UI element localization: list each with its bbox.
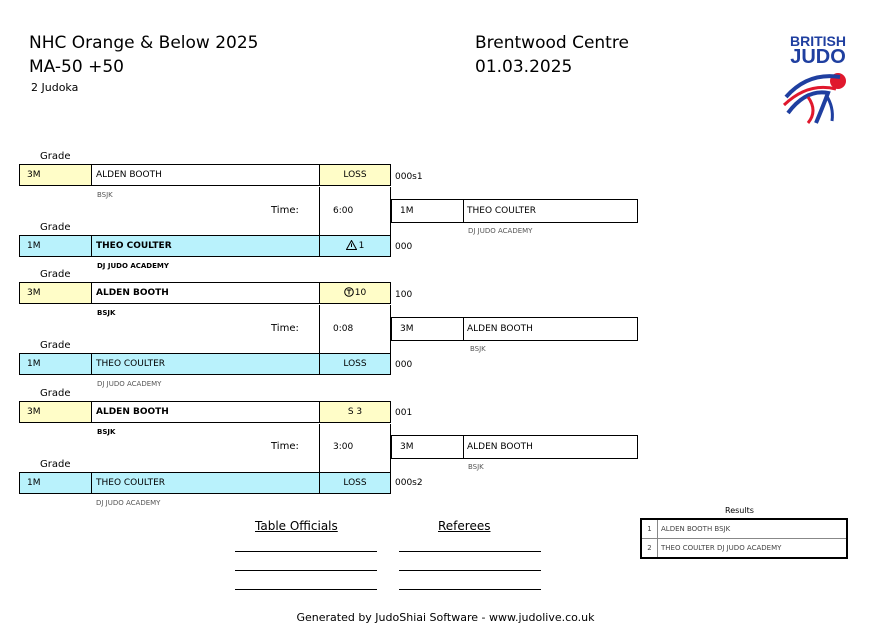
warning-triangle-icon (346, 240, 357, 253)
british-judo-logo (778, 34, 858, 129)
competitor-name: THEO COULTER (92, 236, 320, 256)
grade: 3M (20, 165, 92, 185)
score-cell (320, 236, 390, 256)
competitor-name: THEO COULTER (92, 354, 320, 374)
time-label: Time: (271, 323, 299, 334)
grade-label: Grade (40, 388, 71, 399)
grade-label: Grade (40, 151, 71, 162)
match1-time-box (319, 187, 391, 235)
competitor-name: THEO COULTER (92, 473, 320, 493)
results-row (642, 539, 846, 557)
category-title: MA-50 +50 (29, 57, 124, 77)
match1-blue-row (19, 235, 391, 257)
grade-label: Grade (40, 222, 71, 233)
match-time: 6:00 (333, 206, 354, 216)
grade-label: Grade (40, 269, 71, 280)
club: BSJK (97, 191, 113, 199)
time-label: Time: (271, 205, 299, 216)
grade: 1M (20, 236, 92, 256)
winner-name: ALDEN BOOTH (467, 324, 533, 334)
place: 2 (642, 539, 658, 557)
winner-grade: 3M (392, 436, 464, 458)
competitor-name: ALDEN BOOTH (92, 283, 320, 303)
match3-white-row (19, 401, 391, 423)
score: LOSS (320, 354, 390, 374)
footer-text: Generated by JudoShiai Software - www.judolive.co.uk (296, 611, 595, 624)
match-code: 001 (395, 408, 413, 418)
time-label: Time: (271, 441, 299, 452)
club: BSJK (97, 309, 116, 317)
logo-text-top: BRITISH (790, 33, 846, 49)
logo-text-bottom: JUDO (790, 46, 846, 68)
signature-line (235, 551, 377, 552)
match3-blue-row (19, 472, 391, 494)
tournament-title: NHC Orange & Below 2025 (29, 33, 259, 53)
competitor-name: ALDEN BOOTH (92, 165, 320, 185)
score-cell (320, 283, 390, 303)
club: DJ JUDO ACADEMY (97, 380, 162, 388)
match-code: 000s1 (395, 172, 423, 182)
match-code: 100 (395, 290, 413, 300)
place: 1 (642, 520, 658, 538)
timer-circle-icon (344, 287, 354, 300)
match3-time-box (319, 424, 391, 472)
winner-club: DJ JUDO ACADEMY (468, 227, 533, 235)
table-officials-heading: Table Officials (255, 519, 338, 533)
results-title: Results (725, 506, 754, 515)
signature-line (399, 570, 541, 571)
club: BSJK (97, 428, 116, 436)
competitor-name: ALDEN BOOTH (92, 402, 320, 422)
grade-label: Grade (40, 340, 71, 351)
match1-winner-box (391, 199, 638, 223)
results-table (640, 518, 848, 559)
winner-name: THEO COULTER (467, 206, 537, 216)
match-code: 000s2 (395, 478, 423, 488)
match1-white-row (19, 164, 391, 186)
venue: Brentwood Centre (475, 33, 629, 53)
match-time: 0:08 (333, 324, 354, 334)
winner-club: BSJK (468, 463, 484, 471)
winner-club: BSJK (470, 345, 486, 353)
match-code: 000 (395, 242, 413, 252)
grade: 3M (20, 283, 92, 303)
signature-line (235, 570, 377, 571)
match2-winner-box (391, 317, 638, 341)
judoka-figure-icon (778, 67, 858, 125)
grade: 3M (20, 402, 92, 422)
referees-heading: Referees (438, 519, 491, 533)
club: DJ JUDO ACADEMY (96, 499, 161, 507)
winner-grade: 3M (392, 318, 464, 340)
signature-line (399, 551, 541, 552)
winner-name: ALDEN BOOTH (467, 442, 533, 452)
grade: 1M (20, 354, 92, 374)
score: 1 (358, 241, 365, 251)
grade-label: Grade (40, 459, 71, 470)
match3-winner-box (391, 435, 638, 459)
date: 01.03.2025 (475, 57, 573, 77)
match-code: 000 (395, 360, 413, 370)
match2-time-box (319, 305, 391, 353)
club: DJ JUDO ACADEMY (97, 262, 169, 270)
grade: 1M (20, 473, 92, 493)
score: S 3 (320, 402, 390, 422)
score: 10 (354, 288, 367, 298)
score: LOSS (320, 165, 390, 185)
match2-white-row (19, 282, 391, 304)
judoka-count: 2 Judoka (31, 81, 79, 94)
winner-grade: 1M (392, 200, 464, 222)
result-text: ALDEN BOOTH BSJK (661, 525, 731, 533)
signature-line (399, 589, 541, 590)
result-text: THEO COULTER DJ JUDO ACADEMY (661, 544, 782, 552)
score: LOSS (320, 473, 390, 493)
results-row (642, 520, 846, 539)
match-time: 3:00 (333, 442, 354, 452)
signature-line (235, 589, 377, 590)
match2-blue-row (19, 353, 391, 375)
